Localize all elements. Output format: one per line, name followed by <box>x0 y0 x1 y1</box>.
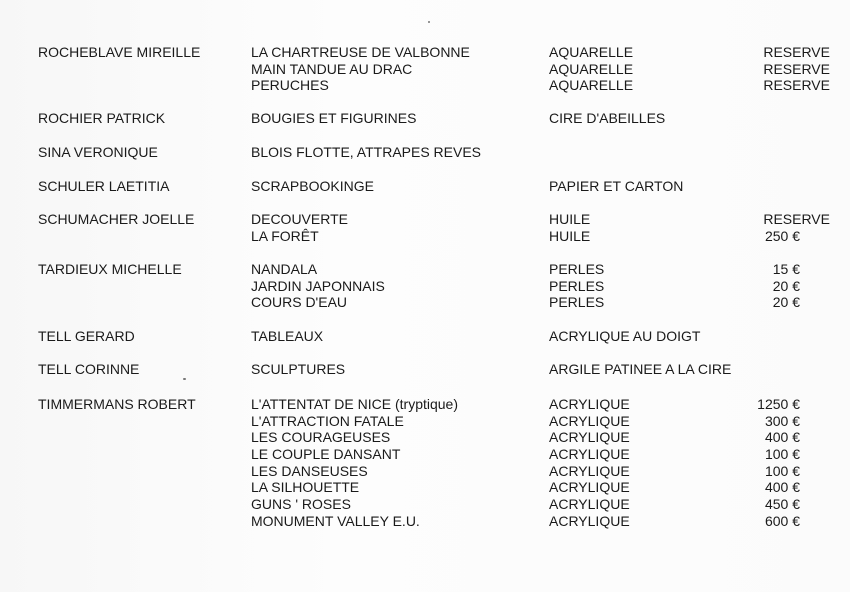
artwork-price: 400 € <box>764 429 800 446</box>
artwork-price: 100 € <box>764 462 800 479</box>
artwork-medium: ACRYLIQUE <box>549 496 630 513</box>
artwork-title: MAIN TANDUE AU DRAC <box>251 60 413 77</box>
artwork-title: PERUCHES <box>251 77 329 94</box>
artwork-title: LES COURAGEUSES <box>251 429 391 446</box>
artist-name: TELL GERARD <box>38 328 135 344</box>
artwork-title: LE COUPLE DANSANT <box>251 446 401 463</box>
artwork-medium: ARGILE PATINEE A LA CIRE <box>549 361 732 377</box>
artist-name: SCHUMACHER JOELLE <box>38 211 195 227</box>
artwork-title: LES DANSEUSES <box>251 462 368 479</box>
artwork-medium: AQUARELLE <box>549 44 634 60</box>
artwork-medium: ACRYLIQUE <box>549 396 630 412</box>
artwork-price: RESERVE <box>763 77 830 94</box>
artwork-price: 1250 € <box>757 396 800 412</box>
artwork-title: BOUGIES ET FIGURINES <box>251 110 417 126</box>
artwork-medium: HUILE <box>549 211 591 227</box>
artwork-medium: AQUARELLE <box>549 60 634 77</box>
artwork-medium: ACRYLIQUE <box>549 462 630 479</box>
artwork-medium: ACRYLIQUE AU DOIGT <box>549 328 701 344</box>
artwork-price: 600 € <box>764 512 800 529</box>
artwork-title: TABLEAUX <box>251 328 324 344</box>
artwork-medium: AQUARELLE <box>549 77 634 94</box>
artwork-title: BLOIS FLOTTE, ATTRAPES REVES <box>251 144 482 160</box>
artwork-medium: ACRYLIQUE <box>549 412 630 429</box>
artwork-medium: PAPIER ET CARTON <box>549 178 684 194</box>
artwork-title: JARDIN JAPONNAIS <box>251 277 385 294</box>
artist-name: SCHULER LAETITIA <box>38 178 170 194</box>
artist-name: ROCHEBLAVE MIREILLE <box>38 44 201 60</box>
artwork-price: 15 € <box>772 261 800 277</box>
artwork-medium: CIRE D'ABEILLES <box>549 110 666 126</box>
artwork-medium: ACRYLIQUE <box>549 446 630 463</box>
artwork-price: 450 € <box>764 496 800 513</box>
artwork-title: DECOUVERTE <box>251 211 348 227</box>
artwork-title: LA FORÊT <box>251 227 319 244</box>
artwork-medium: PERLES <box>549 294 605 311</box>
artwork-medium: ACRYLIQUE <box>549 512 630 529</box>
scan-speck <box>428 21 430 23</box>
artwork-price: 20 € <box>772 294 800 311</box>
artwork-title: GUNS ' ROSES <box>251 496 351 513</box>
artwork-price: RESERVE <box>763 211 830 227</box>
artwork-price: 100 € <box>764 446 800 463</box>
artwork-price: 250 € <box>764 227 800 244</box>
artwork-title: LA CHARTREUSE DE VALBONNE <box>251 44 470 60</box>
artwork-title: SCULPTURES <box>251 361 346 377</box>
artwork-price: RESERVE <box>763 60 830 77</box>
artist-name: SINA VERONIQUE <box>38 144 158 160</box>
artwork-title: L'ATTENTAT DE NICE (tryptique) <box>251 396 459 412</box>
artwork-medium: PERLES <box>549 261 605 277</box>
artwork-medium: ACRYLIQUE <box>549 479 630 496</box>
artwork-title: NANDALA <box>251 261 318 277</box>
artist-name: TIMMERMANS ROBERT <box>38 396 196 412</box>
artwork-price: 300 € <box>764 412 800 429</box>
artwork-title: MONUMENT VALLEY E.U. <box>251 512 420 529</box>
artwork-medium: HUILE <box>549 227 591 244</box>
artwork-medium: ACRYLIQUE <box>549 429 630 446</box>
artwork-price: RESERVE <box>763 44 830 60</box>
artwork-title: L'ATTRACTION FATALE <box>251 412 404 429</box>
artwork-title: SCRAPBOOKINGE <box>251 178 374 194</box>
artwork-price: 20 € <box>772 277 800 294</box>
artwork-title: COURS D'EAU <box>251 294 348 311</box>
scan-speck <box>183 378 186 380</box>
artwork-title: LA SILHOUETTE <box>251 479 360 496</box>
artwork-medium: PERLES <box>549 277 605 294</box>
artwork-price: 400 € <box>764 479 800 496</box>
artist-name: TARDIEUX MICHELLE <box>38 261 182 277</box>
artist-name: TELL CORINNE <box>38 361 140 377</box>
artist-name: ROCHIER PATRICK <box>38 110 166 126</box>
